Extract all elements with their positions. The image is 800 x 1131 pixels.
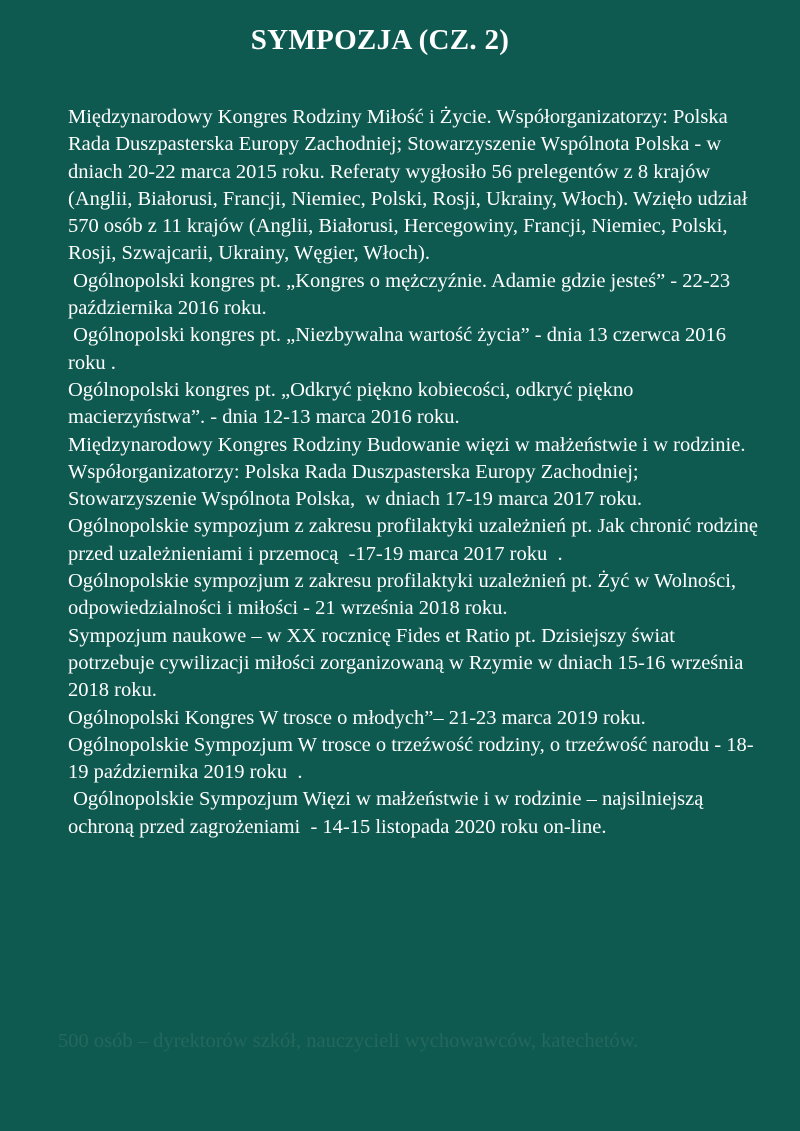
list-item: Ogólnopolski kongres pt. „Kongres o mężczyźnie. Adamie gdzie jesteś” - 22-23 października 2016 roku. <box>68 269 736 320</box>
list-item: Ogólnopolski kongres pt. „Niezbywalna wartość życia” - dnia 13 czerwca 2016 roku . <box>68 324 732 374</box>
page-title: SYMPOZJA (CZ. 2) <box>250 24 510 56</box>
list-item: Ogólnopolskie sympozjum z zakresu profilaktyki uzależnień pt. Żyć w Wolności, odpowiedzialności i miłości - 21 września 2018 roku. <box>68 570 742 620</box>
list-item: Ogólnopolskie Sympozjum Więzi w małżeństwie i w rodzinie – najsilniejszą ochroną przed zagrożeniami - 14-15 listopada 2020 roku on-line. <box>68 788 709 838</box>
list-item: Międzynarodowy Kongres Rodziny Miłość i Życie. Współorganizatorzy: Polska Rada Duszpasterska Europy Zachodniej; Stowarzyszenie Wspólnota Polska - w dniach 20-22 marca 2015 roku. Referaty wygłosiło 56 prelegentów z 8 krajów (Anglii, Białorusi, Francji, Niemiec, Polski, Rosji, Ukrainy, Włoch). Wzięło udział 570 osób z 11 krajów (Anglii, Białorusi, Hercegowiny, Francji, Niemiec, Polski, Rosji, Szwajcarii, Ukrainy, Węgier, Włoch). <box>68 106 753 265</box>
list-item: Ogólnopolski kongres pt. „Odkryć piękno kobiecości, odkryć piękno macierzyństwa”. - dnia 12-13 marca 2016 roku. <box>68 378 639 429</box>
list-item: Ogólnopolski Kongres W trosce o młodych”– 21-23 marca 2019 roku. <box>68 706 646 729</box>
list-item: Ogólnopolskie Sympozjum W trosce o trzeźwość rodziny, o trzeźwość narodu - 18-19 października 2019 roku . <box>68 733 754 784</box>
list-item: Ogólnopolskie sympozjum z zakresu profilaktyki uzależnień pt. Jak chronić rodzinę przed uzależnieniami i przemocą -17-19 marca 2017 roku . <box>68 515 764 565</box>
list-item: Międzynarodowy Kongres Rodziny Budowanie więzi w małżeństwie i w rodzinie. Współorganizatorzy: Polska Rada Duszpasterska Europy Zachodniej; Stowarzyszenie Wspólnota Polska, w dniach 17-19 marca 2017 roku. <box>68 433 751 511</box>
list-item: Sympozjum naukowe – w XX rocznicę Fides et Ratio pt. Dzisiejszy świat potrzebuje cywilizacji miłości zorganizowaną w Rzymie w dniach 15-16 września 2018 roku. <box>68 624 749 702</box>
symposium-list <box>68 104 764 841</box>
faded-footnote-text: 500 osób – dyrektorów szkół, nauczycieli wychowawców, katechetów. <box>58 1030 639 1052</box>
